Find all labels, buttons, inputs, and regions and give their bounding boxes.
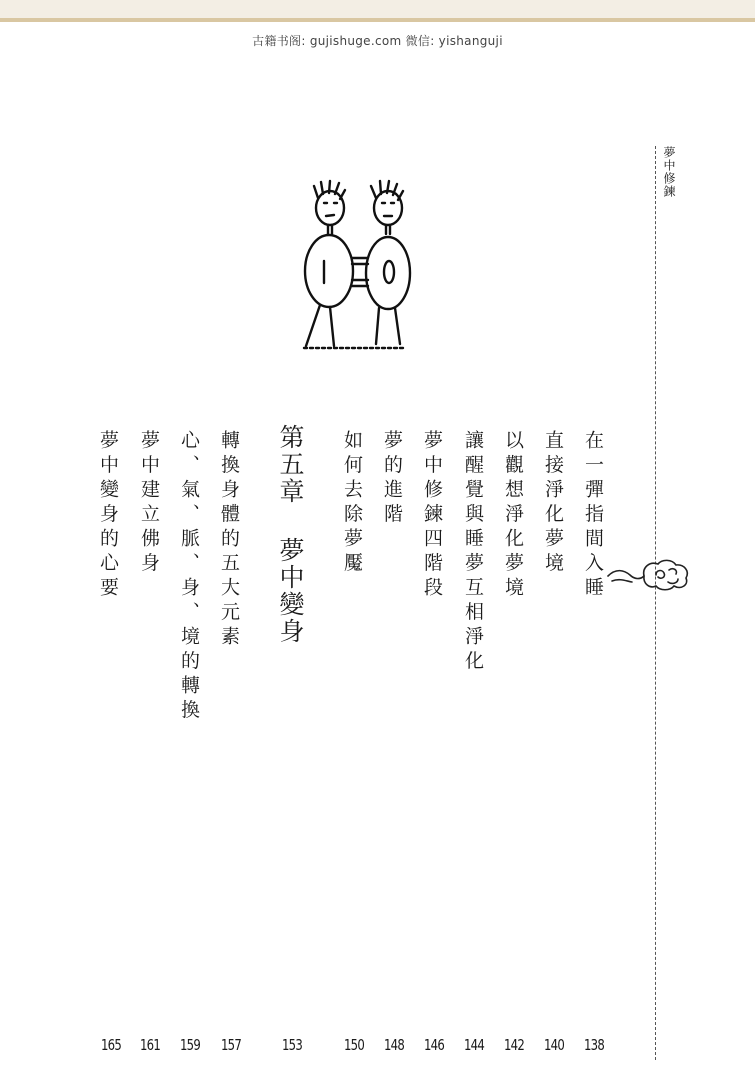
toc-entry-title: 如何去除夢魘 — [341, 430, 363, 577]
toc-page-number: 142 — [503, 1036, 524, 1054]
toc-page-number: 148 — [383, 1036, 404, 1054]
toc-page-number: 159 — [179, 1036, 200, 1054]
toc-entry-title: 心、氣、脈、身、境的轉換 — [178, 430, 200, 724]
toc-entry-title: 夢中變身的心要 — [97, 430, 119, 602]
two-figures-illustration — [296, 176, 412, 354]
toc-page-number: 165 — [100, 1036, 121, 1054]
toc-page-number: 157 — [220, 1036, 241, 1054]
toc-entry-title: 在一彈指間入睡 — [582, 430, 604, 602]
toc-page-number: 138 — [583, 1036, 604, 1054]
toc-entry-title: 夢中修鍊四階段 — [421, 430, 443, 602]
toc-page-number: 150 — [343, 1036, 364, 1054]
toc-page-number: 140 — [543, 1036, 564, 1054]
toc-entry-title: 直接淨化夢境 — [542, 430, 564, 577]
chapter-title: 夢中變身 — [276, 537, 305, 645]
watermark-text: 古籍书阁: gujishuge.com 微信: yishanguji — [252, 34, 503, 48]
toc-page-number: 144 — [463, 1036, 484, 1054]
toc-entry-title: 讓醒覺與睡夢互相淨化 — [462, 430, 484, 675]
toc-entry-title: 夢中建立佛身 — [138, 430, 160, 577]
chapter-heading — [276, 424, 304, 645]
chapter-number: 第五章 — [276, 424, 305, 505]
toc-page-number: 146 — [423, 1036, 444, 1054]
toc-page-number: 153 — [281, 1036, 302, 1054]
cloud-ornament-icon — [606, 556, 690, 592]
toc-page-number: 161 — [139, 1036, 160, 1054]
page-divider-line — [655, 146, 656, 1060]
toc-entry-title: 轉換身體的五大元素 — [218, 430, 240, 651]
top-border-band — [0, 0, 755, 22]
toc-entry-title: 以觀想淨化夢境 — [502, 430, 524, 602]
toc-entry-title: 夢的進階 — [381, 430, 403, 528]
running-head: 夢中修鍊 — [662, 146, 676, 198]
